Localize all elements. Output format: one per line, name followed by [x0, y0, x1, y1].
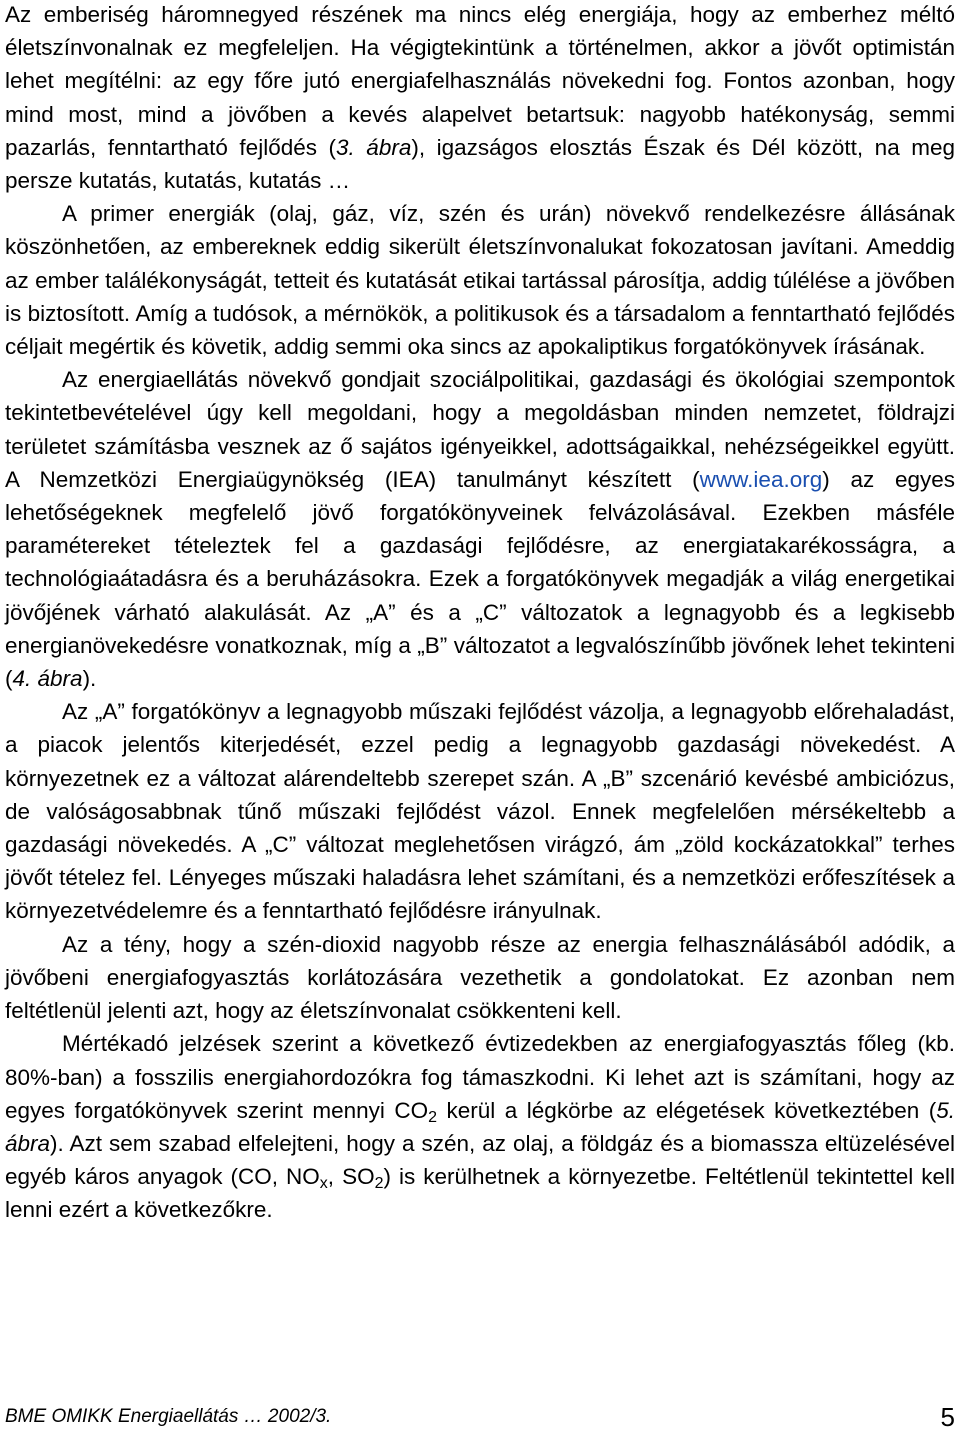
- paragraph-text: ) is kerülhetnek a környezetbe. Feltétlenül tekintettel kell lenni ezért a következőkre.: [5, 1164, 956, 1223]
- paragraph-text: Az emberiség háromnegyed részének ma nincs elég energiája, hogy az emberhez méltó életszínvonalnak ez megfeleljen. Ha végigtekintünk a történelmen, akkor a jövőt optimistán lehet megítélni: az egy főre jutó energiafelhasználás növekedni fog. Fontos azonban, hogy mind most, mind a jövőben a kevés alapelvet betartsuk: nagyobb hatékonyság, semmi pazarlás, fenntartható fejlődés (: [5, 2, 955, 160]
- figure-reference: 4. ábra: [12, 666, 83, 692]
- paragraph-text: ) az egyes lehetőségeknek megfelelő jövő forgatókönyveinek felvázolásával. Ezekben másféle paramétereket tételeztek fel a gazdasági fejlődésre, az energiatakarékosságra, a technológiaátadásra és a beruházásokra. Ezek a forgatókönyvek megadják a világ energetikai jövőjének várható alakulását. Az „A” és a „C” változatok a legnagyobb és a legkisebb energianövekedésre vonatkoznak, míg a „B” változatot a legvalószínűbb jövőnek lehet tekinteni (: [5, 466, 955, 692]
- iea-link[interactable]: www.iea.org: [699, 466, 823, 492]
- paragraph-co2: Az a tény, hogy a szén-dioxid nagyobb része az energia felhasználásából adódik, a jövőbeni energiafogyasztás korlátozására vezethetik a gondolatokat. Ez azonban nem feltétlenül jelenti azt, hogy az életszínvonalat csökkenteni kell.: [5, 931, 955, 1024]
- footer-source: BME OMIKK Energiaellátás … 2002/3.: [5, 1406, 332, 1427]
- paragraph-fossil-fuels: [5, 1027, 955, 1226]
- subscript: 2: [374, 1175, 384, 1193]
- paragraph-text: ). Azt sem szabad elfelejteni, hogy a szén, az olaj, a földgáz és a biomassza eltüzelésével egyéb káros anyagok (CO, NO: [5, 1130, 955, 1190]
- document-page: [5, 0, 955, 1227]
- paragraph-text: ), igazságos elosztás Észak és Dél között, na meg persze kutatás, kutatás, kutatás …: [5, 134, 956, 194]
- paragraph-text: ).: [82, 666, 97, 692]
- paragraph-text: kerül a légkörbe az elégetések következtében (: [437, 1097, 937, 1123]
- subscript: 2: [428, 1108, 438, 1126]
- figure-reference: 3. ábra: [336, 134, 412, 160]
- paragraph-scenario-details: Az „A” forgatókönyv a legnagyobb műszaki fejlődést vázolja, a legnagyobb előrehaladást, a piacok jelentős kiterjedését, ezzel pedig a legnagyobb gazdasági növekedést. A környezetnek ez a változat alárendeltebb szerepet szán. A „B” szcenárió kevésbé ambiciózus, de valóságosabbnak tűnő műszaki fejlődést vázol. Ennek megfelelően mérsékeltebb a gazdasági növekedés. A „C” változat meglehetősen virágzó, ám „zöld kockázatokkal” terhes jövőt tételez fel. Lényeges műszaki haladásra lehet számítani, és a nemzetközi erőfeszítések a környezetvédelemre és a fenntartható fejlődésre irányulnak.: [5, 699, 955, 924]
- paragraph-intro: [5, 0, 955, 197]
- paragraph-primary-energy: A primer energiák (olaj, gáz, víz, szén és urán) növekvő rendelkezésre állásának köszönhetően, az embereknek eddig sikerült életszínvonalukat fokozatosan javítani. Ameddig az ember találékonyságát, tetteit és kutatását etikai tartással párosítja, addig túlélése a jövőben is biztosított. Amíg a tudósok, a mérnökök, a politikusok és a társadalom a fenntartható fejlődés céljait megértik és követik, addig semmi oka sincs az apokaliptikus forgatókönyvek írásának.: [5, 201, 955, 360]
- paragraph-text: Mértékadó jelzések szerint a következő évtizedekben az energiafogyasztás főleg (kb. 80%-ban) a fosszilis energiahordozókra fog támaszkodni. Ki lehet azt is számítani, hogy az egyes forgatókönyvek szerint mennyi CO: [5, 1031, 955, 1123]
- figure-reference: 5. ábra: [5, 1097, 955, 1156]
- subscript: x: [319, 1175, 328, 1193]
- page-number: 5: [940, 1402, 955, 1432]
- paragraph-iea-scenarios: [5, 363, 955, 695]
- page-footer: [5, 1402, 955, 1432]
- paragraph-text: , SO: [327, 1164, 375, 1190]
- paragraph-text: Az energiaellátás növekvő gondjait szociálpolitikai, gazdasági és ökológiai szempontok tekintetbevételével úgy kell megoldani, hogy a megoldásban minden nemzetet, földrajzi területet számításba vesznek az ő sajátos igényeikkel, adottságaikkal, nehézségeikkel együtt. A Nemzetközi Energiaügynökség (IEA) tanulmányt készített (: [5, 367, 955, 492]
